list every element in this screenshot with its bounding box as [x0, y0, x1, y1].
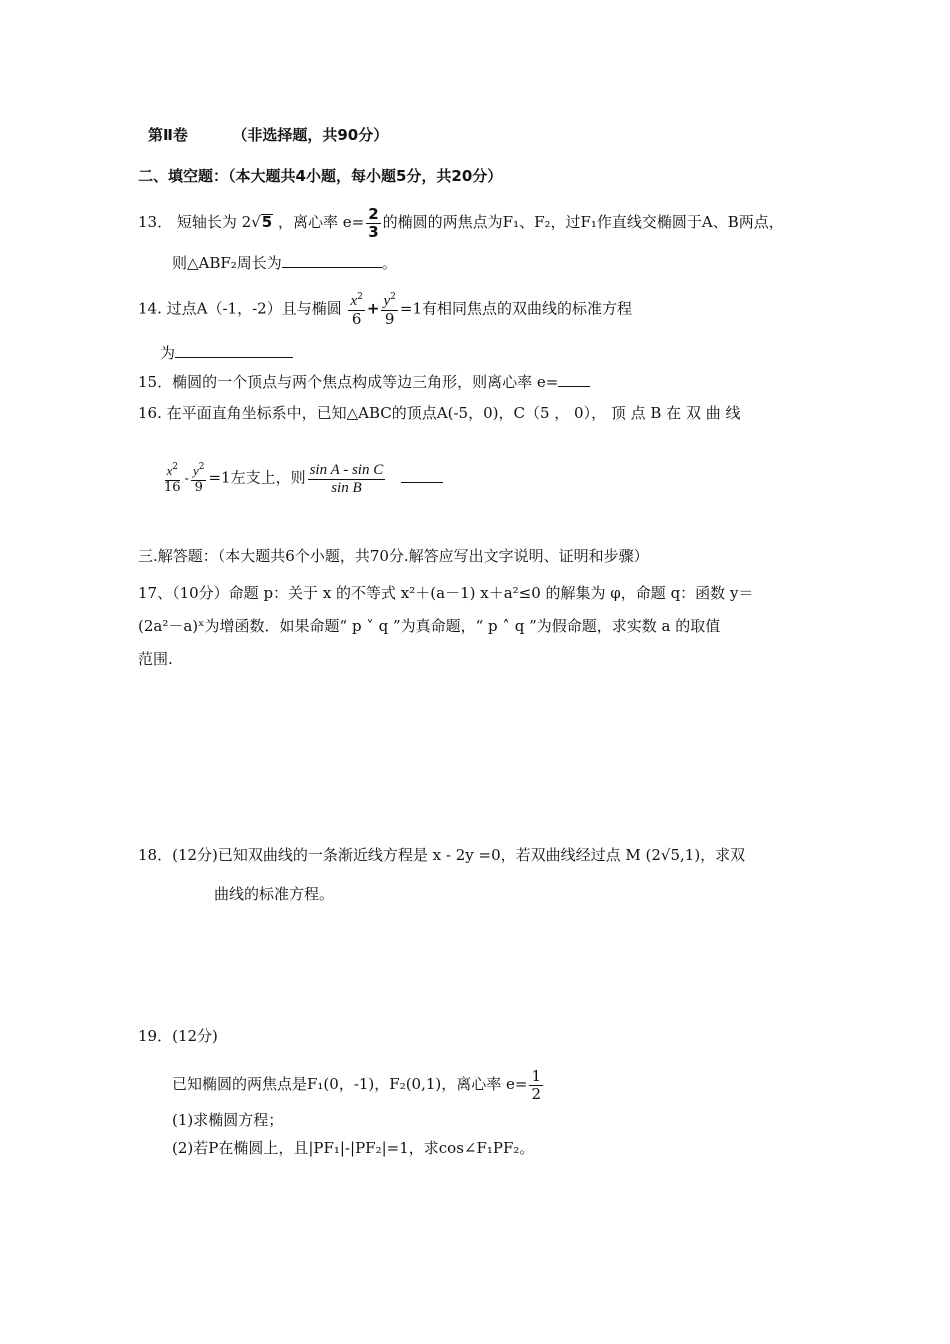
- question-16-line1: [138, 406, 740, 421]
- answer-section-heading: 三.解答题：（本大题共6个小题，共70分.解答应写出文字说明、证明和步骤）: [138, 547, 649, 565]
- q16-minus: -: [184, 471, 189, 487]
- question-16-line2: [160, 462, 443, 496]
- q16-ratio: [308, 462, 386, 496]
- question-14-number: 14.: [138, 299, 162, 318]
- part-label: 第Ⅱ卷: [148, 126, 188, 144]
- q13-radicand: 5: [261, 213, 273, 231]
- q16-answer-blank[interactable]: [401, 481, 443, 483]
- q13-text-c: 的椭圆的两焦点为F₁、F₂，过F₁作直线交椭圆于A、B两点，: [382, 213, 784, 231]
- q13-text-e: 。: [381, 254, 397, 272]
- question-13-line2: [172, 256, 397, 271]
- q16-text-b: =1左支上，则: [208, 468, 306, 487]
- q16-den1: 16: [164, 479, 181, 495]
- q15-answer-blank[interactable]: [558, 385, 590, 387]
- question-17-line1: 17、（10分）命题 p：关于 x 的不等式 x²＋(a－1) x＋a²≤0 的解集为 φ，命题 q：函数 y＝: [138, 584, 754, 602]
- question-19-part2: (2)若P在椭圆上，且|PF₁|-|PF₂|=1，求cos∠F₁PF₂。: [172, 1139, 535, 1157]
- q16-ratio-den: sin B: [331, 479, 362, 496]
- q13-text-d: 则△ABF₂周长为: [172, 254, 282, 272]
- q19-frac-num: 1: [531, 1067, 542, 1085]
- part-note: （非选择题，共90分）: [232, 126, 389, 144]
- question-14-line2: [160, 346, 293, 361]
- question-13-line1: [138, 206, 784, 240]
- q16-ratio-num: sin A - sin C: [309, 462, 384, 478]
- question-19-part1: (1)求椭圆方程；: [172, 1111, 284, 1129]
- q16-fraction-x: $\frac{x^2}{16}$: [164, 462, 181, 495]
- q14-y-var: y: [383, 293, 391, 309]
- q19-frac-den: 2: [531, 1084, 542, 1103]
- q13-answer-blank[interactable]: [282, 266, 382, 268]
- q14-text-c: 为: [160, 344, 176, 362]
- q15-text: 椭圆的一个顶点与两个焦点构成等边三角形，则离心率 e=: [172, 373, 559, 391]
- question-19-line1: [172, 1068, 545, 1102]
- q14-text-b: =1有相同焦点的双曲线的标准方程: [399, 299, 632, 318]
- q13-frac-num: 2: [368, 205, 379, 223]
- q13-text-b: ，离心率 e=: [278, 213, 365, 231]
- question-18-line2: 曲线的标准方程。: [214, 885, 335, 903]
- q14-answer-blank[interactable]: [175, 356, 293, 358]
- q19-text: 已知椭圆的两焦点是F₁(0，-1)，F₂(0,1)，离心率 e=: [172, 1075, 528, 1093]
- q14-fraction-y: $\frac{y^2}{9}$: [383, 292, 396, 328]
- q16-y-var: y: [192, 463, 199, 479]
- q14-den2: 9: [384, 309, 395, 328]
- fill-blank-heading: 二、填空题：（本大题共4小题，每小题5分，共20分）: [138, 167, 503, 185]
- question-13-number: 13．: [138, 213, 173, 231]
- question-19-header: 19．(12分): [138, 1027, 218, 1045]
- question-16-number: 16.: [138, 404, 162, 422]
- sqrt-symbol: √ 5: [251, 213, 273, 231]
- question-18-line1: 18．(12分)已知双曲线的一条渐近线方程是 x - 2y =0，若双曲线经过点 M (2√5,1)，求双: [138, 846, 746, 864]
- q14-fraction-x: $\frac{x^2}{6}$: [350, 292, 363, 328]
- q14-den1: 6: [351, 309, 362, 328]
- q14-x-var: x: [350, 293, 358, 309]
- question-15: [138, 375, 590, 390]
- q13-coef: 2: [241, 213, 252, 231]
- q16-fraction-y: $\frac{y^2}{9}$: [192, 462, 205, 495]
- q16-x-var: x: [166, 463, 173, 479]
- q13-fraction: [366, 206, 380, 240]
- q14-plus: +: [366, 299, 380, 318]
- q16-den2: 9: [194, 479, 203, 495]
- q14-text-a: 过点A（-1，-2）且与椭圆: [166, 299, 342, 318]
- q13-frac-den: 3: [368, 222, 379, 241]
- q19-fraction: [529, 1068, 543, 1102]
- q16-text-a: 在平面直角坐标系中，已知△ABC的顶点A(-5，0)，C（5 ， 0）， 顶 点 B 在 双 曲 线: [166, 404, 741, 422]
- question-14-line1: [138, 292, 632, 327]
- question-15-number: 15．: [138, 373, 173, 391]
- section-part-title: [148, 128, 388, 143]
- question-17-line3: 范围.: [138, 650, 173, 668]
- question-17-line2: (2a²－a)ˣ为增函数．如果命题“ p ˅ q ”为真命题，“ p ˄ q ”为假命题，求实数 a 的取值: [138, 617, 721, 635]
- q13-text-a: 短轴长为: [176, 213, 237, 231]
